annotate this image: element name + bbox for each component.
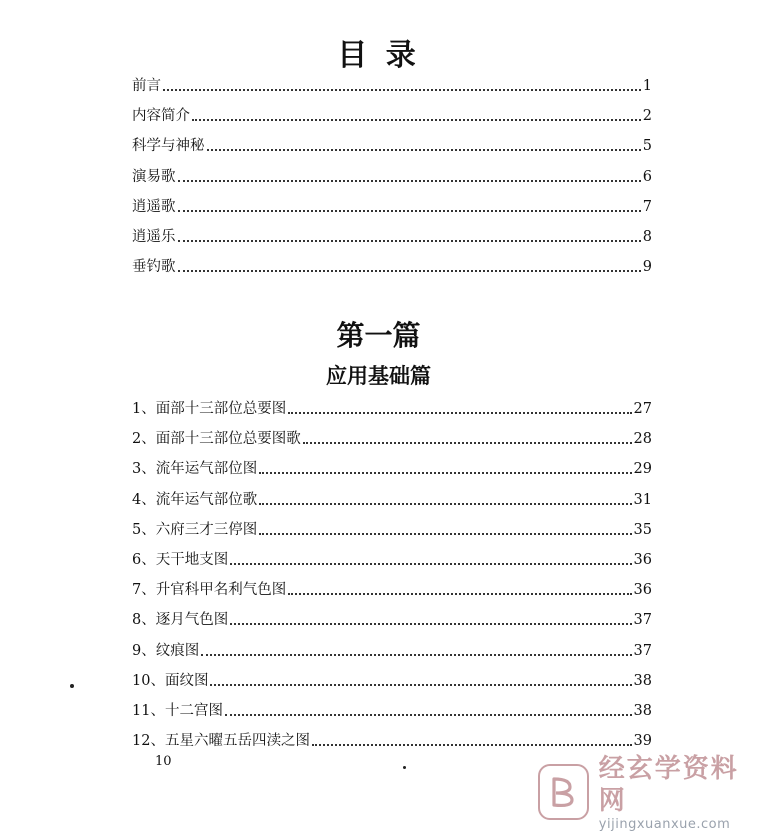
toc-entry-page: 36: [633, 582, 652, 599]
toc-entry: [132, 457, 652, 479]
toc-entry-label: 演易歌: [132, 168, 176, 185]
dot-leader: [312, 743, 632, 746]
toc-entry-label: 内容简介: [132, 108, 190, 125]
toc-entry-label: 1、面部十三部位总要图: [132, 401, 287, 417]
toc-entry: [132, 397, 652, 419]
part-subheading: 应用基础篇: [326, 363, 431, 388]
scan-speck: [70, 684, 74, 688]
dot-leader: [259, 532, 631, 535]
dot-leader: [178, 239, 641, 242]
toc-entry: [132, 639, 652, 661]
toc-entry-label: 前言: [132, 78, 161, 94]
dot-leader: [225, 713, 632, 716]
toc-entry-page: 27: [633, 401, 652, 417]
toc-entry-page: 7: [642, 198, 652, 215]
scan-speck: [403, 766, 406, 769]
dot-leader: [178, 179, 641, 182]
dot-leader: [259, 502, 631, 505]
toc-entry-label: 3、流年运气部位图: [132, 461, 258, 478]
toc-entry-label: 5、六府三才三停图: [132, 521, 258, 538]
toc-entry-page: 37: [633, 612, 652, 629]
toc-entry: [132, 74, 652, 96]
dot-leader: [230, 622, 631, 625]
toc-entry-label: 10、面纹图: [132, 672, 209, 689]
watermark-url: yijingxuanxue.com: [598, 816, 731, 832]
toc-entry: [132, 669, 652, 691]
toc-entry-label: 9、纹痕图: [132, 642, 200, 659]
toc-entry-page: 6: [642, 168, 652, 185]
toc-entry: [132, 195, 652, 217]
toc-entry: [132, 134, 652, 156]
dot-leader: [210, 683, 631, 686]
toc-entry: [132, 729, 652, 751]
toc-entry-page: 31: [633, 491, 652, 508]
toc-entry-page: 8: [642, 229, 652, 245]
toc-entry: [132, 104, 652, 126]
watermark-logo-icon: [538, 764, 589, 820]
toc-entry: [132, 427, 652, 449]
dot-leader: [288, 592, 631, 595]
dot-leader: [201, 653, 631, 656]
dot-leader: [259, 471, 631, 474]
toc-entry-label: 11、十二宫图: [132, 703, 223, 719]
toc-entry: [132, 165, 652, 187]
toc-entry-label: 逍遥乐: [132, 229, 176, 245]
toc-entry-page: 9: [642, 259, 652, 276]
toc-entry-page: 1: [642, 78, 652, 94]
toc-entry-page: 29: [633, 461, 652, 478]
toc-entry-page: 37: [633, 642, 652, 659]
toc-entry: [132, 518, 652, 540]
toc-entry: [132, 608, 652, 630]
toc-entry-page: 35: [633, 521, 652, 538]
toc-entry: [132, 225, 652, 247]
page-number: 10: [155, 754, 172, 769]
toc-entry-label: 7、升官科甲名利气色图: [132, 582, 287, 599]
toc-entry-page: 2: [642, 108, 652, 125]
dot-leader: [303, 441, 632, 444]
toc-entry-label: 12、五星六曜五岳四渎之图: [132, 733, 310, 750]
toc-entry-page: 38: [633, 672, 652, 689]
toc-entry-page: 39: [633, 733, 652, 750]
toc-entry-label: 4、流年运气部位歌: [132, 491, 258, 508]
toc-entry: [132, 578, 652, 600]
dot-leader: [178, 269, 641, 272]
toc-entry-label: 逍遥歌: [132, 198, 176, 215]
toc-entry-page: 36: [633, 552, 652, 568]
dot-leader: [230, 562, 631, 565]
toc-entry-label: 2、面部十三部位总要图歌: [132, 431, 301, 448]
toc-entry: [132, 488, 652, 510]
toc-entry: [132, 255, 652, 277]
toc-entry: [132, 548, 652, 570]
toc-entry-label: 8、逐月气色图: [132, 612, 229, 629]
dot-leader: [178, 209, 641, 212]
toc-entry-page: 5: [642, 138, 652, 155]
dot-leader: [163, 88, 641, 91]
watermark-site-name: 经玄学资料网: [598, 753, 739, 816]
toc-entry-label: 垂钓歌: [132, 259, 176, 276]
dot-leader: [192, 118, 641, 121]
toc-entry-page: 38: [633, 703, 652, 719]
part-heading: 第一篇: [336, 319, 421, 352]
dot-leader: [288, 411, 631, 414]
toc-entry-label: 6、天干地支图: [132, 552, 229, 568]
toc-entry: [132, 699, 652, 721]
toc-entry-label: 科学与神秘: [132, 138, 205, 155]
watermark: [538, 753, 750, 832]
toc-entry-page: 28: [633, 431, 652, 448]
dot-leader: [207, 148, 641, 151]
page-title: 目 录: [337, 38, 420, 73]
